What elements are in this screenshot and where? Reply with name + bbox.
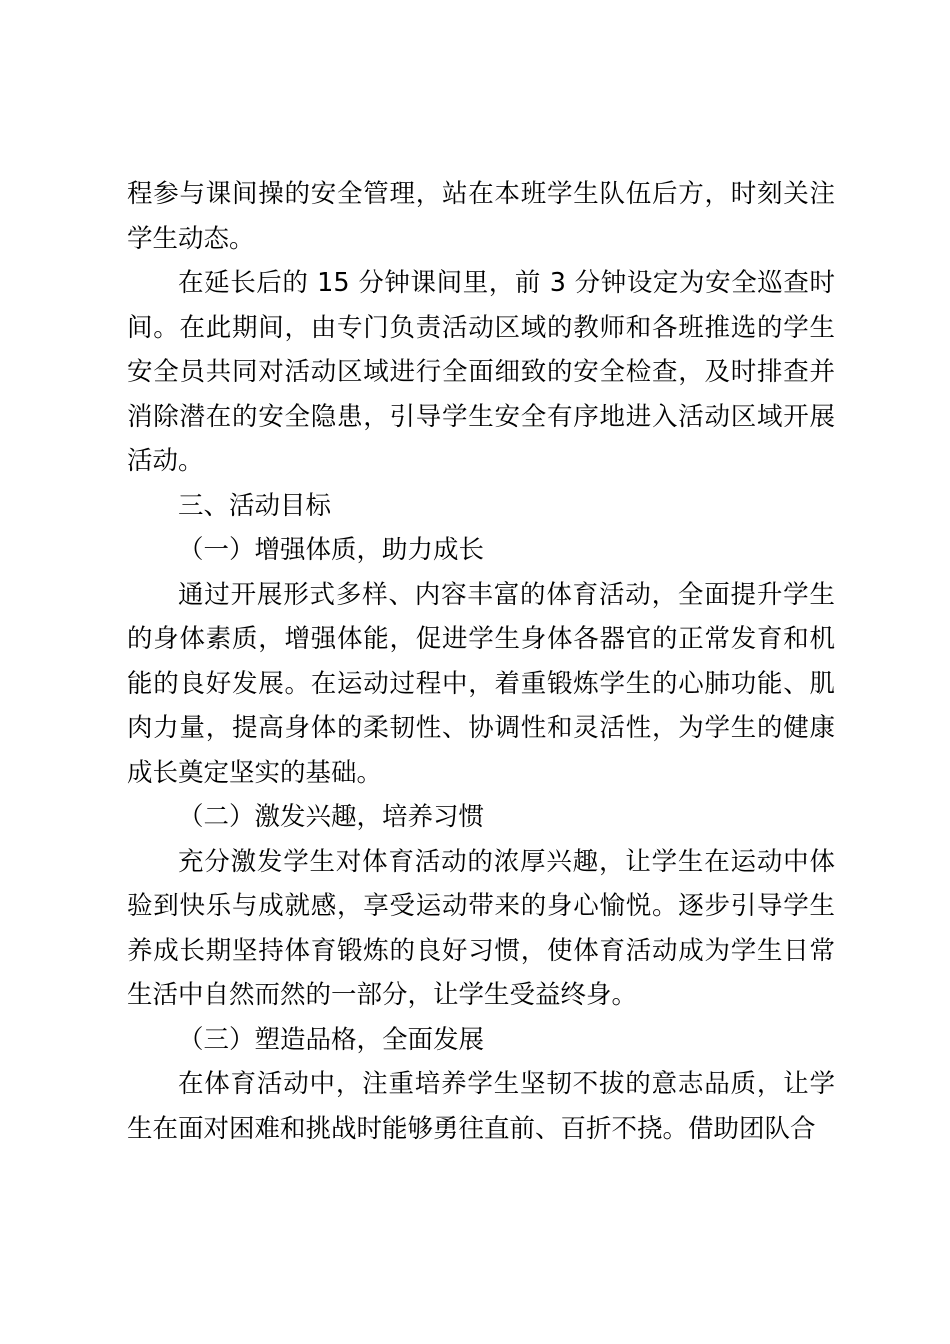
paragraph-safety-patrol: 在延长后的 15 分钟课间里，前 3 分钟设定为安全巡查时间。在此期间，由专门负责活动区域的教师和各班推选的学生安全员共同对活动区域进行全面细致的安全检查，及时排查并消除潜在的安全隐患，引导学生安全有序地进入活动区域开展活动。 <box>127 268 835 476</box>
subheading-enhance-physique: （一）增强体质，助力成长 <box>178 535 485 565</box>
paragraph-enhance-physique: 通过开展形式多样、内容丰富的体育活动，全面提升学生的身体素质，增强体能，促进学生身体各器官的正常发育和机能的良好发展。在运动过程中，着重锻炼学生的心肺功能、肌肉力量，提高身体的柔韧性、协调性和灵活性，为学生的健康成长奠定坚实的基础。 <box>127 579 835 788</box>
subheading-shape-character: （三）塑造品格，全面发展 <box>178 1024 485 1055</box>
paragraph-continuation: 程参与课间操的安全管理，站在本班学生队伍后方，时刻关注学生动态。 <box>127 179 835 254</box>
document-body <box>127 172 835 1151</box>
paragraph-stimulate-interest: 充分激发学生对体育活动的浓厚兴趣，让学生在运动中体验到快乐与成就感，享受运动带来的身心愉悦。逐步引导学生养成长期坚持体育锻炼的良好习惯，使体育活动成为学生日常生活中自然而然的一部分，让学生受益终身。 <box>127 846 835 1010</box>
paragraph-shape-character: 在体育活动中，注重培养学生坚韧不拔的意志品质，让学生在面对困难和挑战时能够勇往直前、百折不挠。借助团队合 <box>127 1069 835 1144</box>
section-heading-activity-goals: 三、活动目标 <box>178 490 332 521</box>
subheading-stimulate-interest: （二）激发兴趣，培养习惯 <box>178 802 485 832</box>
